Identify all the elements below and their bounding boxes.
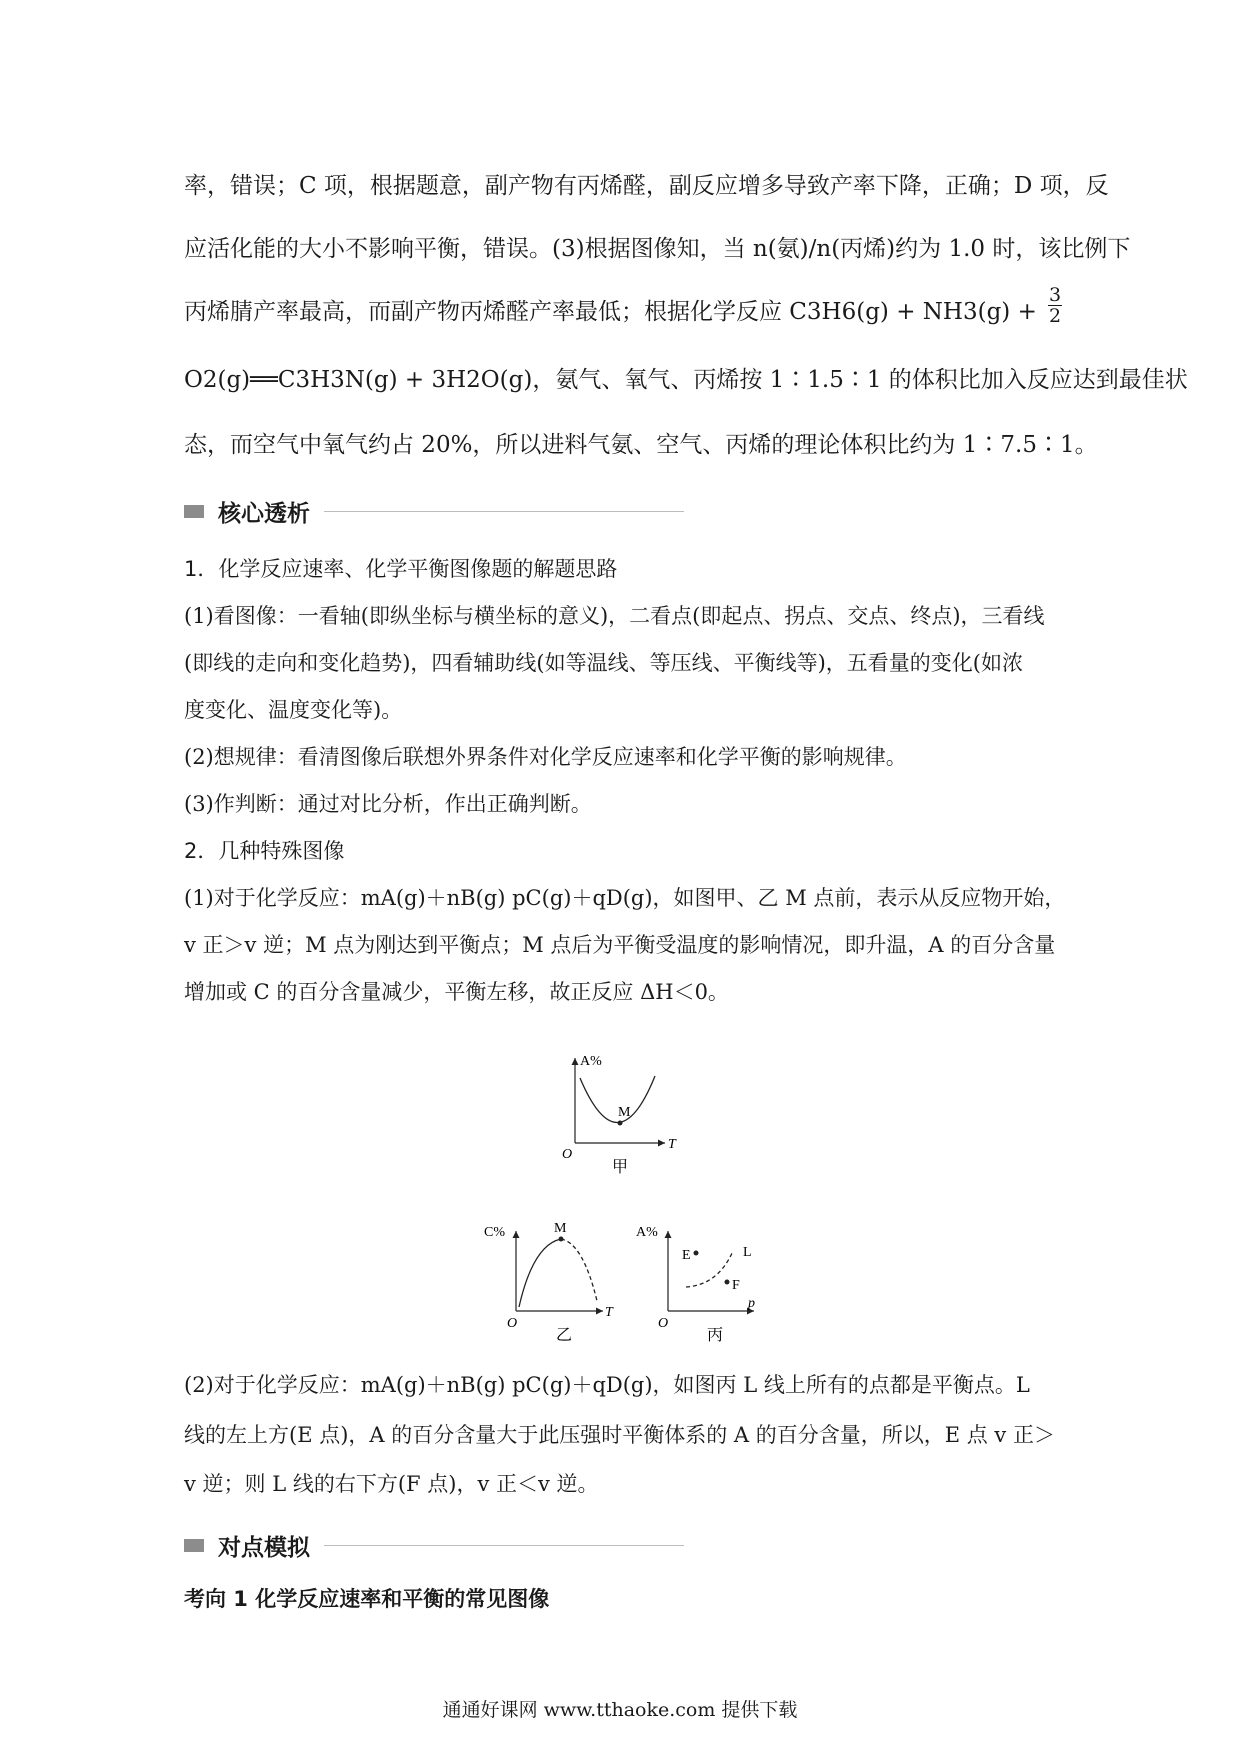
text-line: 应活化能的大小不影响平衡，错误。(3)根据图像知，当 n(氨)/n(丙烯)约为 1.0 时，该比例下	[184, 236, 1131, 262]
figure-bing	[634, 1215, 784, 1345]
text-line: (3)作判断：通过对比分析，作出正确判断。	[184, 792, 592, 816]
y-axis-label: A%	[636, 1225, 658, 1240]
section-heading-practice	[184, 1530, 684, 1560]
text-line: 态，而空气中氧气约占 20%，所以进料气氨、空气、丙烯的理论体积比约为 1∶7.5∶1。	[184, 432, 1098, 458]
text-line: (1)看图像：一看轴(即纵坐标与横坐标的意义)，二看点(即起点、拐点、交点、终点)，三看线	[184, 604, 1045, 628]
point-m-label: M	[618, 1105, 631, 1120]
text-line: O2(g)══C3H3N(g) + 3H2O(g)，氨气、氧气、丙烯按 1∶1.5∶1 的体积比加入反应达到最佳状	[184, 367, 1188, 393]
figure-caption: 丙	[707, 1327, 724, 1344]
point-e	[694, 1251, 699, 1256]
text-line: (即线的走向和变化趋势)，四看辅助线(如等温线、等压线、平衡线等)，五看量的变化(如浓	[184, 651, 1023, 675]
point-f-label: F	[732, 1278, 740, 1293]
text-line: v 正＞v 逆；M 点为刚达到平衡点；M 点后为平衡受温度的影响情况，即升温，A 的百分含量	[184, 933, 1056, 957]
text-line-body: 丙烯腈产率最高，而副产物丙烯醛产率最低；根据化学反应 C3H6(g) + NH3(g) +	[184, 299, 1037, 325]
origin-label: O	[507, 1316, 518, 1331]
figure-caption: 甲	[612, 1159, 629, 1176]
fraction-denominator: 2	[1048, 305, 1062, 327]
text-line: 1．化学反应速率、化学平衡图像题的解题思路	[184, 557, 618, 581]
section-title: 核心透析	[218, 500, 310, 527]
footer: 通通好课网 www.tthaoke.com 提供下载	[442, 1699, 798, 1721]
figure-caption: 乙	[556, 1327, 573, 1344]
section-marker-icon	[184, 1539, 204, 1552]
text-line: 率，错误；C 项，根据题意，副产物有丙烯醛，副反应增多导致产率下降，正确；D 项，反	[184, 173, 1109, 199]
origin-label: O	[562, 1147, 573, 1162]
curve-fall	[561, 1239, 597, 1301]
figure-yi	[483, 1215, 623, 1345]
text-line: 线的左上方(E 点)，A 的百分含量大于此压强时平衡体系的 A 的百分含量，所以，E 点 v 正＞	[184, 1423, 1055, 1447]
section-heading-core	[184, 496, 684, 526]
figure-jia	[560, 1050, 700, 1180]
text-line: (2)想规律：看清图像后联想外界条件对化学反应速率和化学平衡的影响规律。	[184, 745, 907, 769]
point-e-label: E	[682, 1248, 691, 1263]
point-m-label: M	[554, 1221, 567, 1236]
fraction-numerator: 3	[1048, 284, 1062, 306]
origin-label: O	[658, 1316, 669, 1331]
y-axis-label: A%	[580, 1054, 602, 1069]
point-m	[559, 1237, 564, 1242]
text-line	[184, 297, 1044, 327]
section-rule	[324, 511, 684, 512]
x-axis-label: T	[605, 1305, 613, 1320]
line-l-label: L	[743, 1245, 752, 1260]
fraction-three-halves	[1048, 285, 1062, 326]
x-axis-label: p	[748, 1296, 755, 1311]
text-line: (2)对于化学反应：mA(g)＋nB(g) pC(g)＋qD(g)，如图丙 L 线上所有的点都是平衡点。L	[184, 1373, 1030, 1397]
point-m	[618, 1121, 623, 1126]
section-marker-icon	[184, 505, 204, 518]
section-title: 对点模拟	[218, 1534, 310, 1561]
text-line: 2．几种特殊图像	[184, 839, 345, 863]
sub-heading: 考向 1 化学反应速率和平衡的常见图像	[184, 1587, 550, 1611]
y-axis-label: C%	[484, 1225, 505, 1240]
section-rule	[324, 1545, 684, 1546]
text-line: 度变化、温度变化等)。	[184, 698, 403, 722]
x-axis-label: T	[668, 1137, 676, 1152]
text-line: 增加或 C 的百分含量减少，平衡左移，故正反应 ΔH＜0。	[184, 980, 729, 1004]
text-line: v 逆；则 L 线的右下方(F 点)，v 正＜v 逆。	[184, 1472, 599, 1496]
curve-rise	[519, 1239, 561, 1307]
point-f	[725, 1280, 730, 1285]
text-line: (1)对于化学反应：mA(g)＋nB(g) pC(g)＋qD(g)，如图甲、乙 M 点前，表示从反应物开始，	[184, 886, 1066, 910]
